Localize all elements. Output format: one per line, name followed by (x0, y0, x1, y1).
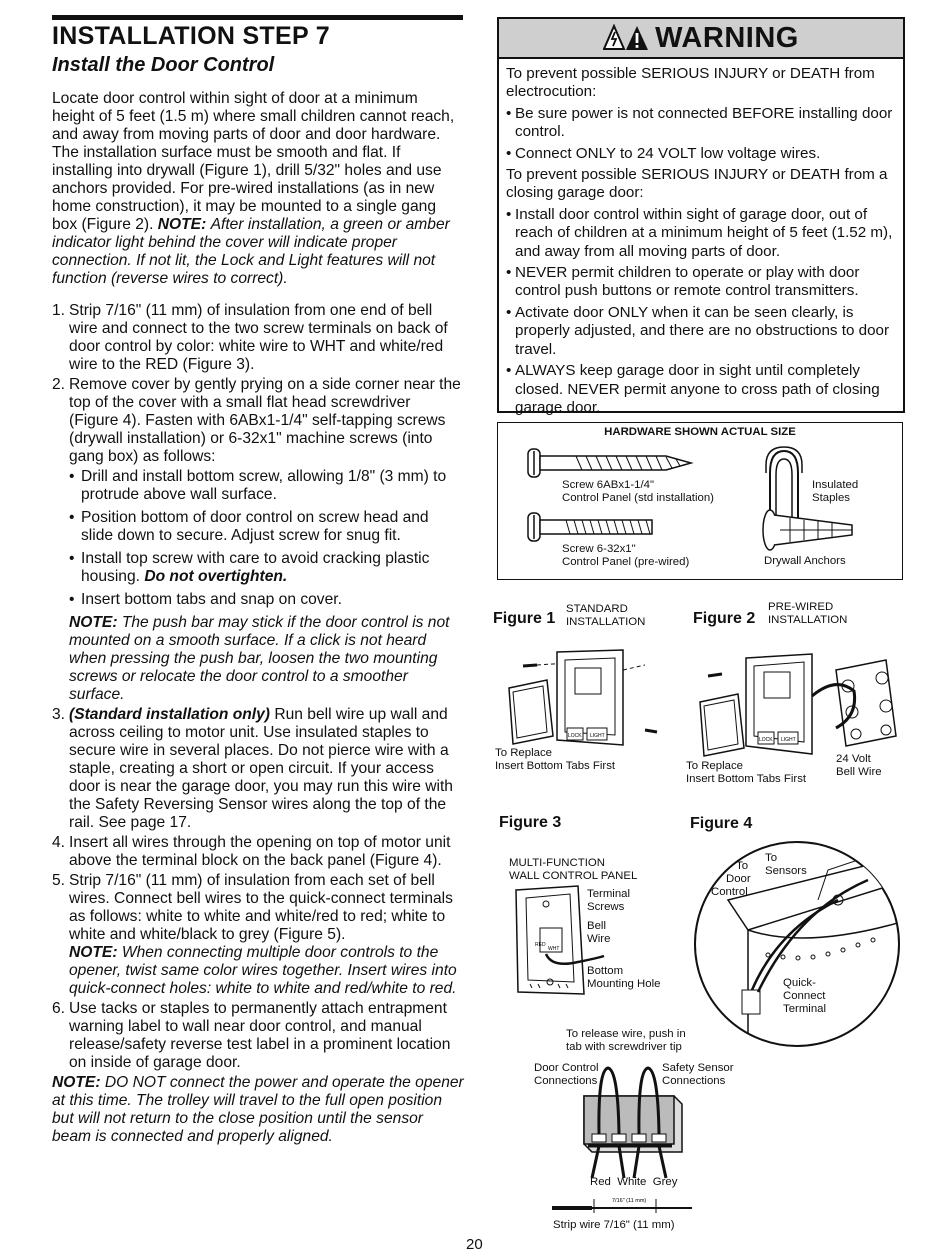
step-3: 3. (Standard installation only) Run bell wire up wall and across ceiling to motor unit. Use insulated staples to secure wire in several places. Do not pierce wire with a staple, creating a short or open circuit. If your access door is near the garage door, you may run this wire with the Safety Reversing Sensor wires along the top of the rail. See page 17. (52, 706, 453, 831)
step-5: 5. Strip 7/16" (11 mm) of insulation from each set of bell wires. Connect bell wires to the quick-connect terminals as follows: white to white and white/red to red; white to white and white/black to grey (Figure 5). NOTE: When connecting multiple door controls to the opener, twist same color wires together. Insert wires into quick-connect holes: white to white and red/white to red. (52, 872, 464, 998)
figure-3-label: Figure 3 (499, 814, 562, 831)
figure-4-label: Figure 4 (690, 815, 753, 832)
figure-4-door-label: To Door Control (711, 860, 751, 898)
warning-icon (603, 24, 649, 52)
step-5-note: NOTE: When connecting multiple door controls to the opener, twist same color wires together. Insert wires into quick-connect holes: white to white and red/white to red. (69, 944, 457, 997)
steps-list (52, 302, 464, 1072)
bullet-item: • Drill and install bottom screw, allowing 1/8" (3 mm) to protrude above wall surface. (69, 468, 464, 504)
screw-6ab-icon (526, 447, 696, 479)
header-rule (52, 15, 463, 20)
bullet-item: • Install top screw with care to avoid cracking plastic housing. Do not overtighten. (69, 550, 464, 586)
figure-3-bottom-label: Bottom Mounting Hole (587, 965, 661, 990)
intro-paragraph: Locate door control within sight of door at a minimum height of 5 feet (1.5 m) where small children cannot reach, and away from moving parts of door and door hardware. The installation surface must be smooth and flat. If installing into drywall (Figure 1), drill 5/32" holes and use anchors provided. For pre-wired installations (as in new home construction), it may be mounted to a single gang box (Figure 2). NOTE: After installation, a green or amber indicator light behind the cover will indicate proper connection. If not lit, the Lock and Light features will not function (reverse wires to correct). (52, 90, 455, 287)
warning-item: • Activate door ONLY when it can be seen clearly, is properly adjusted, and there are no obstructions to door travel. (506, 304, 896, 359)
warning-body (499, 59, 903, 417)
figure-1-note: To Replace Insert Bottom Tabs First (495, 747, 616, 772)
hardware-title: HARDWARE SHOWN ACTUAL SIZE (604, 426, 796, 438)
figure-2-drawing (686, 636, 901, 761)
final-note: NOTE: DO NOT connect the power and operate the opener at this time. The trolley will travel to the full open position but will not return to the close position until the sensor beam is connected and properly aligned. (52, 1074, 464, 1145)
warning-item: • Be sure power is not connected BEFORE installing door control. (506, 105, 896, 142)
screw-6ab-label: Screw 6ABx1-1/4" Control Panel (std installation) (562, 479, 714, 504)
warning-title: WARNING (655, 21, 799, 54)
figure-4-quick-connect-label: Quick- Connect Terminal (783, 977, 827, 1015)
warning-list (506, 105, 896, 163)
screw-632-label: Screw 6-32x1" Control Panel (pre-wired) (562, 543, 690, 568)
step-2: 2. Remove cover by gently prying on a side corner near the top of the cover with a small flat head screwdriver (Figure 4). Fasten with 6ABx1-1/4" self-tapping screws (drywall installation) or 6-32x1" machine screws (into gang box) as follows: • Drill and install bottom screw, allowing 1/8" (3 mm) to protrude above wall surface. • Position bottom of door control on screw head and slide down to secure. Adjust screw for snug fit. • Install top screw with care to avoid cracking plastic housing. Do not overtighten. • Insert bottom tabs and snap on cover. NOTE: The push bar may stick if the door control is not mounted on a smooth surface. If a click is not heard when pressing the push bar, loosen the two mounting screws or relocate the door control to a smoother surface. (52, 376, 464, 704)
strip-wire-caption: Strip wire 7/16" (11 mm) (553, 1219, 675, 1231)
f2-lock-button-label: LOCK (759, 737, 773, 743)
f2-light-button-label: LIGHT (781, 737, 796, 743)
safety-sensor-connections-label: Safety Sensor Connections (662, 1062, 734, 1087)
figure-2-caption: PRE-WIRED INSTALLATION (768, 601, 848, 626)
figure-3-caption: MULTI-FUNCTION WALL CONTROL PANEL (509, 857, 638, 882)
hardware-box (497, 422, 903, 580)
staples-label: Insulated Staples (812, 479, 859, 504)
step-2-bullets (69, 468, 464, 609)
warning-item: • NEVER permit children to operate or play with door control push buttons or remote control transmitters. (506, 264, 896, 301)
page-number: 20 (466, 1236, 483, 1253)
f1-light-button-label: LIGHT (590, 733, 605, 739)
warning-item: • Install door control within sight of garage door, out of reach of children at a minimum height of 5 feet (1.52 m), and away from all moving parts of door. (506, 206, 896, 261)
page-subtitle: Install the Door Control (52, 54, 275, 76)
f3-wht-terminal-label: WHT (548, 946, 560, 952)
step-1: 1. Strip 7/16" (11 mm) of insulation from one end of bell wire and connect to the two screw terminals on back of door control by color: white wire to WHT and white/red wire to the RED (Figure 3). (52, 302, 448, 373)
figure-4-sensors-label: To Sensors (765, 852, 807, 877)
warning-item: • ALWAYS keep garage door in sight until completely closed. NEVER permit anyone to cross path of closing garage door. (506, 362, 896, 417)
screw-632-icon (526, 511, 656, 543)
figure-3-bell-label: Bell Wire (587, 920, 611, 945)
warning-text: To prevent possible SERIOUS INJURY or DEATH from a closing garage door: (506, 166, 888, 202)
step-6: 6. Use tacks or staples to permanently attach entrapment warning label to wall near door control, and manual release/safety reverse test label in a prominent location on inside of garage door. (52, 1000, 451, 1071)
step-2-note: NOTE: The push bar may stick if the door control is not mounted on a smooth surface. If a click is not heard when pressing the push bar, loosen the two mounting screws or relocate the door control to a smoother surface. (69, 614, 450, 703)
instructions-column (52, 90, 464, 1146)
figure-3-terminal-label: Terminal Screws (587, 888, 631, 913)
step-4: 4. Insert all wires through the opening on top of motor unit above the terminal block on the back panel (Figure 4). (52, 834, 451, 869)
figure-1-caption: STANDARD INSTALLATION (566, 603, 646, 628)
warning-header (499, 19, 903, 59)
figure-1-drawing (495, 640, 670, 750)
strip-length-ruler (552, 1193, 692, 1217)
warning-item: • Connect ONLY to 24 VOLT low voltage wires. (506, 145, 896, 163)
figure-2-wire-label: 24 Volt Bell Wire (836, 753, 882, 778)
page-title: INSTALLATION STEP 7 (52, 22, 330, 50)
release-instruction: To release wire, push in tab with screwdriver tip (566, 1028, 686, 1053)
wire-color-labels: Red White Grey (590, 1176, 678, 1188)
figure-2-label: Figure 2 (693, 610, 756, 627)
warning-list (506, 206, 896, 417)
warning-box (497, 17, 905, 416)
bullet-item: • Insert bottom tabs and snap on cover. (69, 591, 464, 609)
ruler-label: 7/16" (11 mm) (612, 1198, 647, 1204)
door-control-connections-label: Door Control Connections (534, 1062, 599, 1087)
f1-lock-button-label: LOCK (568, 733, 582, 739)
figure-2-note: To Replace Insert Bottom Tabs First (686, 760, 807, 785)
figure-1-label: Figure 1 (493, 610, 556, 627)
bullet-item: • Position bottom of door control on screw head and slide down to secure. Adjust screw for snug fit. (69, 509, 464, 545)
terminal-block-drawing (568, 1060, 688, 1190)
anchors-label: Drywall Anchors (764, 555, 846, 567)
f3-red-terminal-label: RED (535, 942, 546, 948)
warning-text: To prevent possible SERIOUS INJURY or DEATH from electrocution: (506, 65, 875, 101)
drywall-anchor-icon (760, 507, 858, 553)
